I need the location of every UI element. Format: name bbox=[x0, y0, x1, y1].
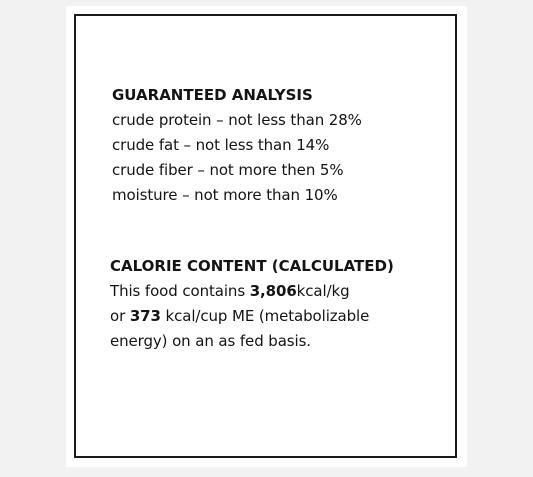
nutrition-label-box bbox=[74, 14, 457, 458]
calorie-cup-unit: kcal/cup ME (metabolizable bbox=[160, 307, 370, 325]
analysis-item-crude-fat: crude fat – not less than 14% bbox=[112, 136, 330, 154]
analysis-item-crude-fiber: crude fiber – not more then 5% bbox=[112, 161, 344, 179]
calorie-content-section bbox=[110, 254, 394, 354]
guaranteed-analysis-heading: GUARANTEED ANALYSIS bbox=[112, 86, 313, 104]
calorie-cup-prefix: or bbox=[110, 307, 130, 325]
calorie-line-kg bbox=[110, 279, 394, 304]
calorie-line-cup bbox=[110, 304, 394, 329]
calorie-content-heading: CALORIE CONTENT (CALCULATED) bbox=[110, 257, 394, 275]
calorie-kg-prefix: This food contains bbox=[110, 282, 250, 300]
analysis-item-crude-protein: crude protein – not less than 28% bbox=[112, 111, 362, 129]
analysis-item-moisture: moisture – not more than 10% bbox=[112, 186, 338, 204]
guaranteed-analysis-section bbox=[112, 83, 362, 208]
calorie-line-basis: energy) on an as fed basis. bbox=[110, 332, 311, 350]
kcal-per-kg-value: 3,806 bbox=[249, 282, 297, 300]
calorie-kg-unit: kcal/kg bbox=[296, 282, 350, 300]
kcal-per-cup-value: 373 bbox=[129, 307, 161, 325]
